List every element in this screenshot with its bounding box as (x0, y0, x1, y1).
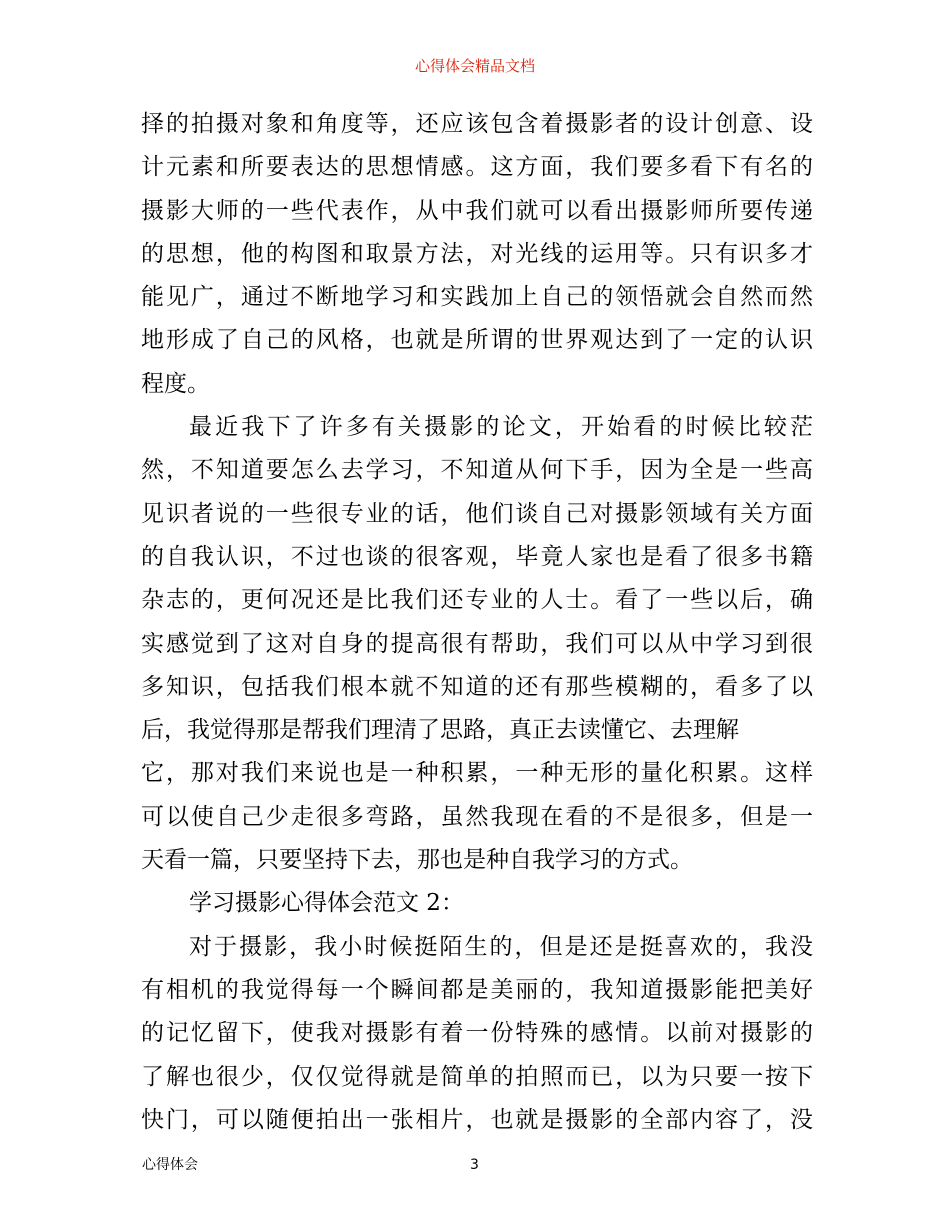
text-line: 天看一篇，只要坚持下去，那也是种自我学习的方式。 (141, 847, 693, 874)
text-line: 计元素和所要表达的思想情感。这方面，我们要多看下有名的 (141, 154, 813, 181)
text-line: 有相机的我觉得每一个瞬间都是美丽的，我知道摄影能把美好 (141, 976, 813, 1003)
paragraph-first-line: 对于摄影，我小时候挺陌生的，但是还是挺喜欢的，我没 (189, 933, 813, 960)
text-line: 的思想，他的构图和取景方法，对光线的运用等。只有识多才 (141, 240, 813, 267)
text-line: 见识者说的一些很专业的话，他们谈自己对摄影领域有关方面 (141, 500, 813, 527)
footer-label: 心得体会 (142, 1157, 198, 1173)
text-line: 后，我觉得那是帮我们理清了思路，真正去读懂它、去理解 (141, 717, 739, 744)
text-line: 多知识，包括我们根本就不知道的还有那些模糊的，看多了以 (141, 673, 813, 700)
text-line: 然，不知道要怎么去学习，不知道从何下手，因为全是一些高 (141, 457, 813, 484)
text-line: 地形成了自己的风格，也就是所谓的世界观达到了一定的认识 (141, 327, 813, 354)
text-line: 可以使自己少走很多弯路，虽然我现在看的不是很多，但是一 (141, 803, 813, 830)
text-line: 快门，可以随便拍出一张相片，也就是摄影的全部内容了，没 (141, 1106, 813, 1133)
text-line: 程度。 (141, 370, 210, 397)
section-heading: 学习摄影心得体会范文 2： (189, 890, 464, 917)
text-line: 的自我认识，不过也谈的很客观，毕竟人家也是看了很多书籍 (141, 543, 813, 570)
text-line: 的记忆留下，使我对摄影有着一份特殊的感情。以前对摄影的 (141, 1020, 813, 1047)
paragraph-first-line: 最近我下了许多有关摄影的论文，开始看的时候比较茫 (189, 414, 813, 441)
text-line: 它，那对我们来说也是一种积累，一种无形的量化积累。这样 (141, 760, 813, 787)
text-line: 择的拍摄对象和角度等，还应该包含着摄影者的设计创意、设 (141, 111, 813, 137)
text-line: 能见广，通过不断地学习和实践加上自己的领悟就会自然而然 (141, 284, 813, 311)
text-line: 了解也很少，仅仅觉得就是简单的拍照而已，以为只要一按下 (141, 1063, 813, 1090)
text-line: 实感觉到了这对自身的提高很有帮助，我们可以从中学习到很 (141, 630, 813, 657)
document-body (141, 103, 813, 1142)
text-line: 杂志的，更何况还是比我们还专业的人士。看了一些以后，确 (141, 587, 813, 614)
text-line: 摄影大师的一些代表作，从中我们就可以看出摄影师所要传递 (141, 197, 813, 224)
page-number: 3 (470, 1157, 479, 1173)
page-header-title: 心得体会精品文档 (414, 57, 535, 75)
